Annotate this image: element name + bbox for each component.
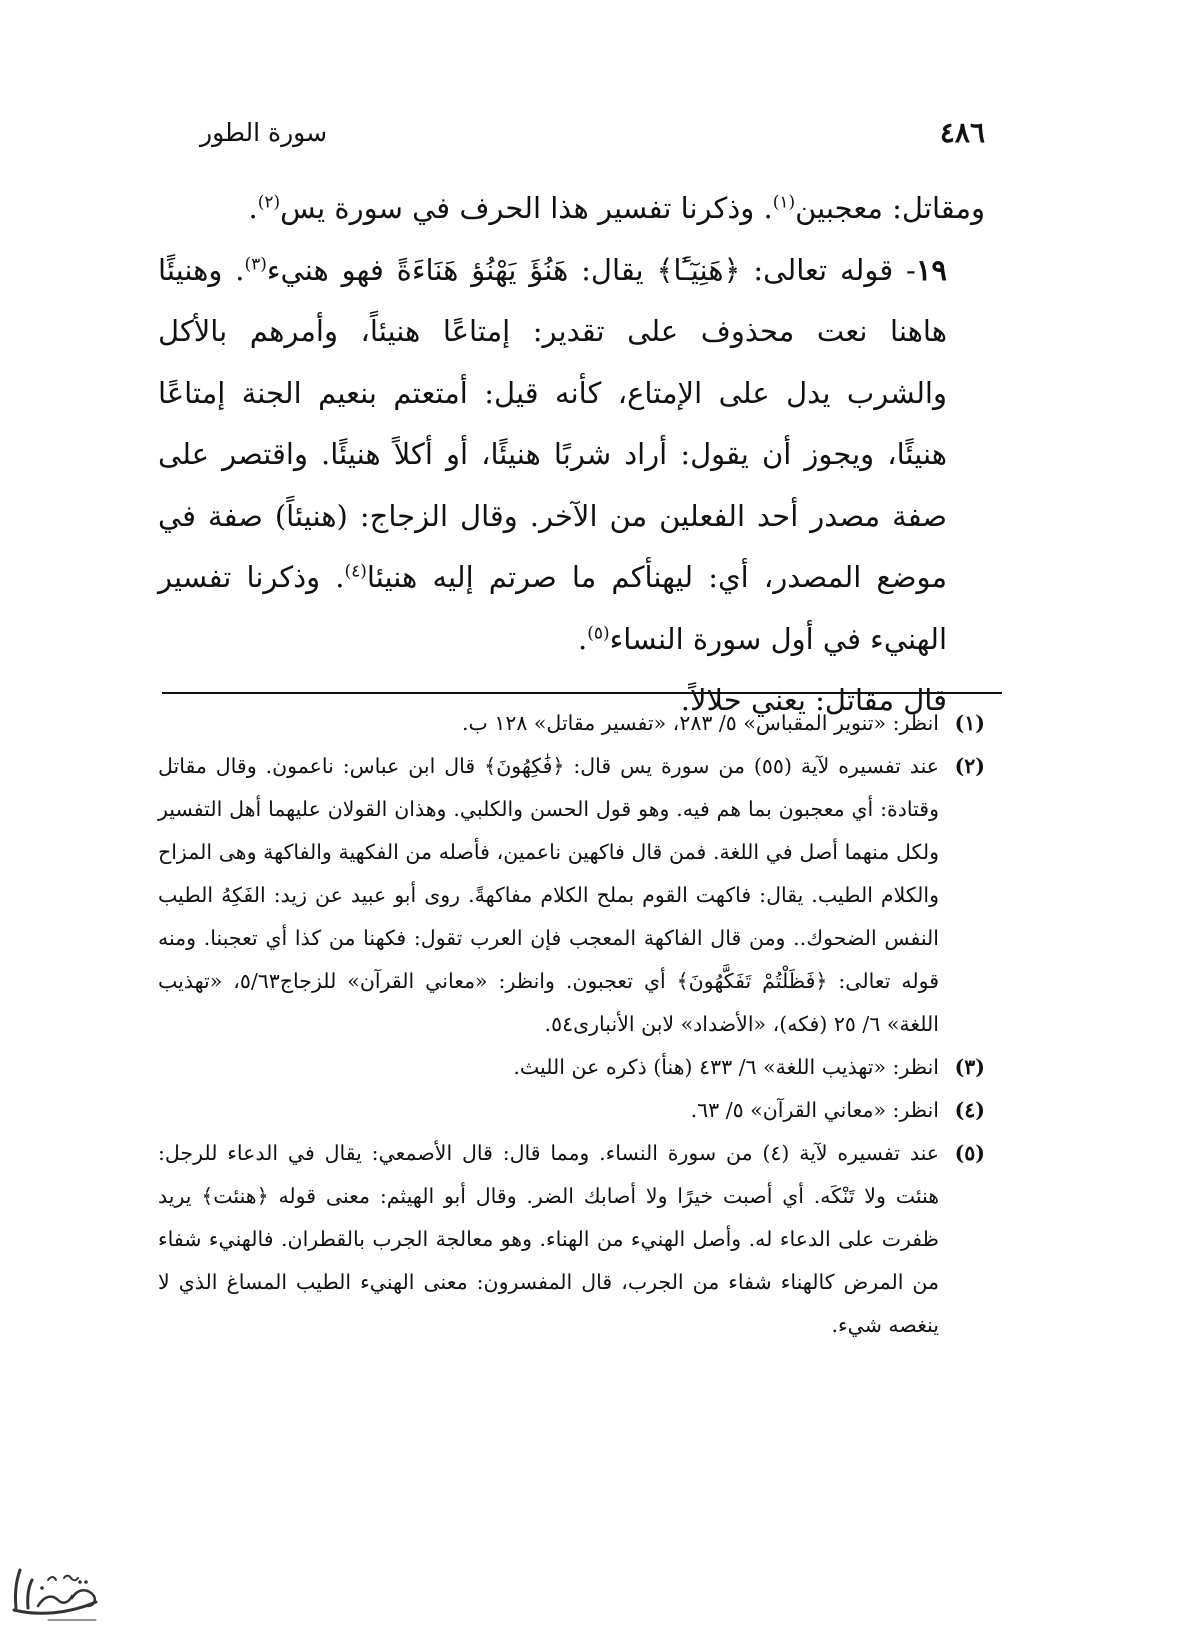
footnote-divider — [162, 692, 1002, 694]
page-header — [200, 112, 985, 152]
footnote-5 — [158, 1132, 985, 1347]
footnote-4 — [158, 1089, 985, 1132]
footnote-1 — [158, 702, 985, 745]
footnote-text: انظر: «معاني القرآن» ٥/ ٦٣. — [690, 1098, 939, 1122]
footnote-number: (١) — [954, 711, 985, 735]
paragraph-3: قال مقاتل: يعني حلالاً. — [680, 683, 947, 717]
footnote-text: انظر: «تهذيب اللغة» ٦/ ٤٣٣ (هنأ) ذكره عن الليث. — [513, 1055, 939, 1079]
footnotes — [158, 702, 985, 1347]
paragraph-1: ومقاتل: معجبين$^{(١)}$. وذكرنا تفسير هذا الحرف في سورة يس$^{(٢)}$. — [248, 191, 985, 225]
footnote-2 — [158, 745, 985, 1046]
footnote-text: انظر: «تنوير المقباس» ٥/ ٢٨٣، «تفسير مقاتل» ١٢٨ ب. — [461, 711, 939, 735]
verse-number: ١٩ — [915, 252, 947, 287]
footnote-number: (٥) — [954, 1141, 985, 1165]
paragraph-2: ١٩- قوله تعالى: ﴿هَنِيٓـًٔا﴾ يقال: هَنُؤَ يَهْنُؤ هَنَاءَةً فهو هنيء$^{(٣)}$. وهنيئًا هاهنا نعت محذوف على تقدير: إمتاعًا هنيئاً، وأمرهم بالأكل والشرب يدل على الإمتاع، كأنه قيل: أمتعتم بنعيم الجنة إمتاعًا هنيئًا، ويجوز أن يقول: أراد شربًا هنيئًا، أو أكلاً هنيئًا. واقتصر على صفة مصدر أحد الفعلين من الآخر. وقال الزجاج: (هنيئاً) صفة في موضع المصدر، أي: ليهنأكم ما صرتم إليه هنيئا$^{(٤)}$. وذكرنا تفسير الهنيء في أول سورة النساء$^{(٥)}$. — [158, 252, 947, 656]
almoshaheer-logo-icon — [8, 1558, 103, 1628]
running-title: سورة الطور — [200, 117, 328, 147]
footnote-ref-5[interactable]: (٥) — [587, 622, 610, 643]
footnote-text: عند تفسيره لآية (٤) من سورة النساء. ومما قال: قال الأصمعي: يقال في الدعاء للرجل: هنئت ولا تَنْكَه. أي أصبت خيرًا ولا أصابك الضر. وقال أبو الهيثم: معنى قوله ﴿هنئت﴾ يريد ظفرت على الدعاء له. وأصل الهنيء من الهناء. وهو معالجة الجرب بالقطران. فالهنيء شفاء من المرض كالهناء شفاء من الجرب، قال المفسرون: معنى الهنيء الطيب المساغ الذي لا ينغصه شيء. — [158, 1141, 940, 1337]
footnote-ref-3[interactable]: (٣) — [244, 253, 267, 274]
footnote-ref-4[interactable]: (٤) — [344, 561, 367, 582]
footnote-ref-2[interactable]: (٢) — [257, 192, 281, 213]
page-number: ٤٨٦ — [939, 115, 985, 149]
footnote-3 — [158, 1046, 985, 1089]
footnote-number: (٤) — [954, 1098, 985, 1122]
footnote-ref-1[interactable]: (١) — [772, 192, 796, 213]
footnote-number: (٢) — [954, 754, 985, 778]
footnote-number: (٣) — [954, 1055, 985, 1079]
footnote-text: عند تفسيره لآية (٥٥) من سورة يس قال: ﴿فَٰكِهُونَ﴾ قال ابن عباس: ناعمون. وقال مقاتل وقتادة: أي معجبون بما هم فيه. وهو قول الحسن والكلبي. وهذان القولان عليهما أهل التفسير ولكل منهما أصل في اللغة. فمن قال فاكهين ناعمين، فأصله من الفكهية والفاكهة وهى المزاح والكلام الطيب. يقال: فاكهت القوم بملح الكلام مفاكهةً. روى أبو عبيد عن زيد: الفَكِهُ الطيب النفس الضحوك.. ومن قال الفاكهة المعجب فإن العرب تقول: فكهنا من كذا أي تعجبنا. ومنه قوله تعالى: ﴿فَظَلْتُمْ تَفَكَّهُونَ﴾ أي تعجبون. وانظر: «معاني القرآن» للزجاج٥/٦٣، «تهذيب اللغة» ٦/ ٢٥ (فكه)، «الأضداد» لابن الأنبارى٥٤. — [158, 754, 939, 1036]
main-text — [158, 178, 985, 732]
